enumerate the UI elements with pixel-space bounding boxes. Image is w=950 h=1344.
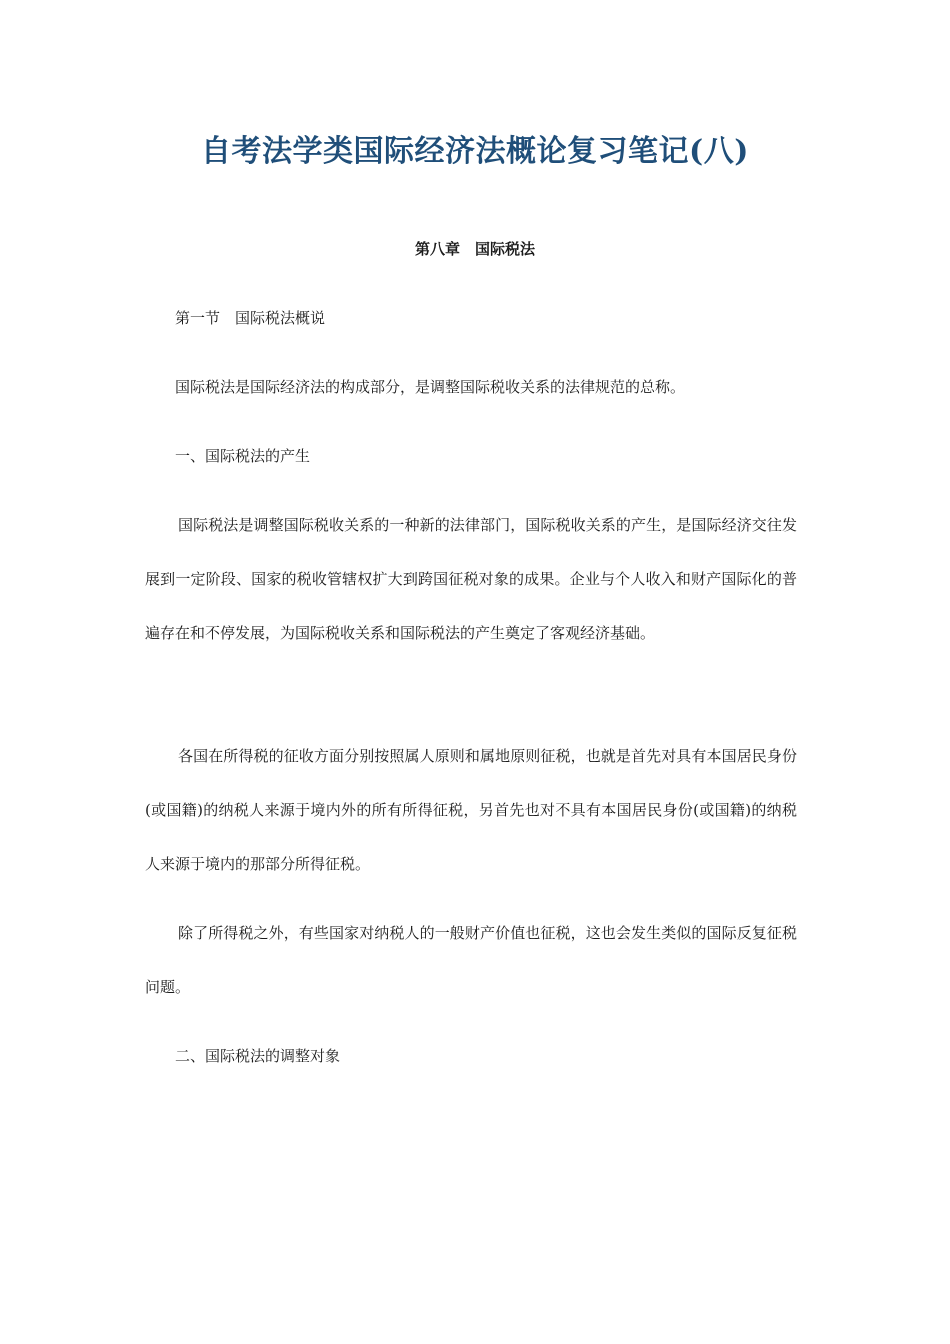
paragraph-origin: 国际税法是调整国际税收关系的一种新的法律部门，国际税收关系的产生，是国际经济交往发展到一定阶段、国家的税收管辖权扩大到跨国征税对象的成果。企业与个人收入和财产国际化的普遍存在和不停发展，为国际税收关系和国际税法的产生奠定了客观经济基础。 (145, 516, 797, 642)
intro-paragraph: 国际税法是国际经济法的构成部分，是调整国际税收关系的法律规范的总称。 (145, 378, 686, 396)
chapter-heading: 第八章 国际税法 (414, 240, 535, 258)
section-heading: 第一节 国际税法概说 (145, 309, 326, 327)
document-title: 自考法学类国际经济法概论复习笔记(八) (201, 134, 749, 169)
paragraph-income-tax: 各国在所得税的征收方面分别按照属人原则和属地原则征税，也就是首先对具有本国居民身份(或国籍)的纳税人来源于境内外的所有所得征税，另首先也对不具有本国居民身份(或国籍)的纳税人来源于境内的那部分所得征税。 (145, 747, 797, 873)
subheading-origin: 一、国际税法的产生 (145, 447, 311, 465)
subheading-scope: 二、国际税法的调整对象 (145, 1047, 341, 1065)
paragraph-property-tax: 除了所得税之外，有些国家对纳税人的一般财产价值也征税，这也会发生类似的国际反复征税问题。 (145, 924, 797, 996)
